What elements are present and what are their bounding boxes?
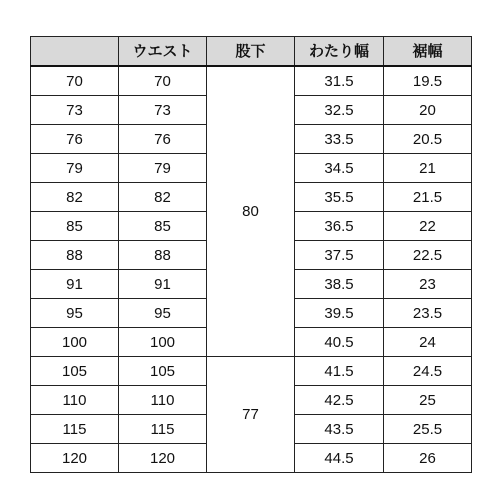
waist-cell: 79 bbox=[119, 154, 207, 183]
size-chart-table bbox=[30, 36, 472, 473]
waist-cell: 76 bbox=[119, 125, 207, 154]
hem-width-cell: 23 bbox=[384, 270, 472, 299]
thigh-width-cell: 43.5 bbox=[295, 415, 384, 444]
thigh-width-cell: 40.5 bbox=[295, 328, 384, 357]
size-cell: 82 bbox=[31, 183, 119, 212]
thigh-width-cell: 38.5 bbox=[295, 270, 384, 299]
hem-width-cell: 19.5 bbox=[384, 66, 472, 96]
header-thigh-width: わたり幅 bbox=[295, 37, 384, 67]
thigh-width-cell: 33.5 bbox=[295, 125, 384, 154]
table-row bbox=[31, 66, 472, 96]
hem-width-cell: 24 bbox=[384, 328, 472, 357]
waist-cell: 73 bbox=[119, 96, 207, 125]
thigh-width-cell: 35.5 bbox=[295, 183, 384, 212]
waist-cell: 115 bbox=[119, 415, 207, 444]
table-row bbox=[31, 357, 472, 386]
inseam-cell: 80 bbox=[207, 66, 295, 357]
size-cell: 95 bbox=[31, 299, 119, 328]
thigh-width-cell: 44.5 bbox=[295, 444, 384, 473]
waist-cell: 95 bbox=[119, 299, 207, 328]
thigh-width-cell: 32.5 bbox=[295, 96, 384, 125]
waist-cell: 70 bbox=[119, 66, 207, 96]
hem-width-cell: 25 bbox=[384, 386, 472, 415]
thigh-width-cell: 37.5 bbox=[295, 241, 384, 270]
hem-width-cell: 22 bbox=[384, 212, 472, 241]
thigh-width-cell: 41.5 bbox=[295, 357, 384, 386]
hem-width-cell: 20.5 bbox=[384, 125, 472, 154]
thigh-width-cell: 36.5 bbox=[295, 212, 384, 241]
waist-cell: 88 bbox=[119, 241, 207, 270]
size-cell: 79 bbox=[31, 154, 119, 183]
waist-cell: 110 bbox=[119, 386, 207, 415]
size-cell: 110 bbox=[31, 386, 119, 415]
table-body bbox=[31, 66, 472, 473]
waist-cell: 100 bbox=[119, 328, 207, 357]
size-cell: 100 bbox=[31, 328, 119, 357]
thigh-width-cell: 34.5 bbox=[295, 154, 384, 183]
size-cell: 105 bbox=[31, 357, 119, 386]
size-cell: 85 bbox=[31, 212, 119, 241]
hem-width-cell: 26 bbox=[384, 444, 472, 473]
size-cell: 76 bbox=[31, 125, 119, 154]
size-cell: 91 bbox=[31, 270, 119, 299]
hem-width-cell: 25.5 bbox=[384, 415, 472, 444]
size-cell: 115 bbox=[31, 415, 119, 444]
header-waist: ウエスト bbox=[119, 37, 207, 67]
header-row bbox=[31, 37, 472, 67]
thigh-width-cell: 39.5 bbox=[295, 299, 384, 328]
header-hem-width: 裾幅 bbox=[384, 37, 472, 67]
hem-width-cell: 20 bbox=[384, 96, 472, 125]
hem-width-cell: 22.5 bbox=[384, 241, 472, 270]
waist-cell: 91 bbox=[119, 270, 207, 299]
hem-width-cell: 24.5 bbox=[384, 357, 472, 386]
hem-width-cell: 21.5 bbox=[384, 183, 472, 212]
header-inseam: 股下 bbox=[207, 37, 295, 67]
waist-cell: 85 bbox=[119, 212, 207, 241]
waist-cell: 82 bbox=[119, 183, 207, 212]
size-cell: 73 bbox=[31, 96, 119, 125]
size-cell: 88 bbox=[31, 241, 119, 270]
hem-width-cell: 21 bbox=[384, 154, 472, 183]
thigh-width-cell: 42.5 bbox=[295, 386, 384, 415]
waist-cell: 105 bbox=[119, 357, 207, 386]
hem-width-cell: 23.5 bbox=[384, 299, 472, 328]
size-cell: 120 bbox=[31, 444, 119, 473]
waist-cell: 120 bbox=[119, 444, 207, 473]
header-size bbox=[31, 37, 119, 67]
thigh-width-cell: 31.5 bbox=[295, 66, 384, 96]
size-cell: 70 bbox=[31, 66, 119, 96]
inseam-cell: 77 bbox=[207, 357, 295, 473]
